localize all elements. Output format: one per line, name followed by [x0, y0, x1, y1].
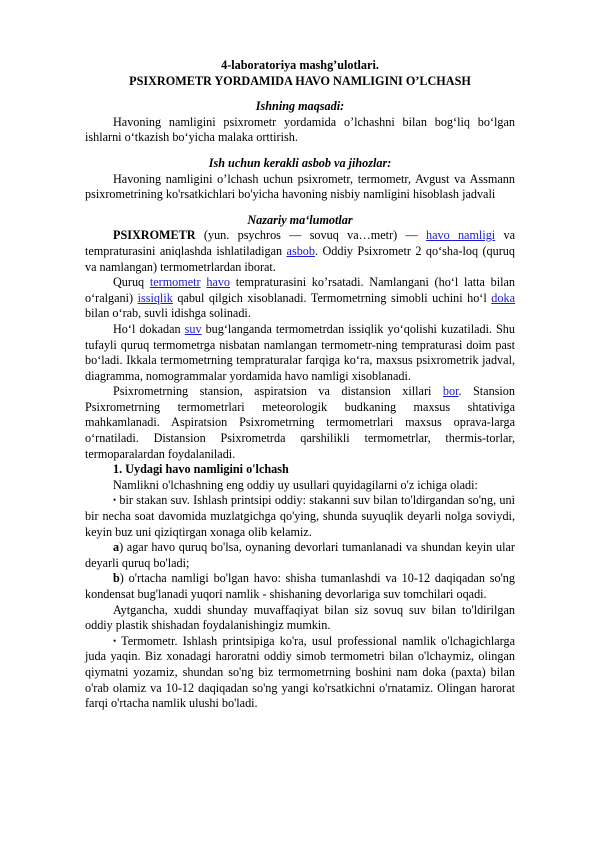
section-1-intro: Namlikni o'lchashning eng oddiy uy usullari quyidagilarni o'z ichiga oladi:	[113, 477, 478, 492]
text-span: Psixrometrning stansion, aspiratsion va distansion xillari	[113, 384, 443, 399]
item-b	[85, 571, 515, 602]
title-line-2: PSIXROMETR YORDAMIDA HAVO NAMLIGINI O’LCHASH	[129, 73, 471, 88]
theory-paragraph-4	[85, 384, 515, 462]
section-1-heading: 1. Uydagi havo namligini o'lchash	[113, 462, 289, 477]
item-a	[85, 540, 515, 571]
bullet-icon: •	[113, 495, 117, 506]
link-suv[interactable]: suv	[184, 321, 202, 336]
item-a-label: a	[113, 540, 120, 555]
text-span: bir stakan suv. Ishlash printsipi oddiy: stakanni suv bilan to'ldirgandan so'ng, uni bir necha soat davomida muzlatgichga qo'ying, shunda suyuqlik deyarli nolga soviydi, keyin buz uni qiziqtirgan xonaga olib kelamiz.	[85, 493, 515, 539]
text-span: bug‘langanda termometrdan issiqlik yo‘qolishi kuzatiladi. Shu tufayli quruq termometrga nisbatan namlangan termometr-ning tempraturasi doim past bo‘ladi. Ikkala termometrning tempraturalar farqiga ko‘ra, maxsus psixrometrik jadval, diagramma, nomogrammalar yordamida havo namligi xisoblanadi.	[85, 321, 515, 383]
link-asbob[interactable]: asbob	[286, 243, 315, 258]
text-span: qabul qilgich xisoblanadi. Termometrning simobli uchini ho‘l	[172, 290, 492, 305]
text-span: ) o'rtacha namligi bo'lgan havo: shisha tumanlashdi va 10-12 daqiqadan so'ng kondensat bug'lanadi yuqori namlik - shishaning devorlariga suv tomchilari oqadi.	[85, 571, 515, 601]
text-span: . Oddiy Psixrometr 2 qo‘sha-loq (quruq va namlangan) termometrlardan iborat.	[85, 243, 515, 274]
goal-text: Havoning namligini psixrometr yordamida o’lchashni bilan bog‘liq bo‘lgan ishlarni o‘tkazish bo‘yicha malaka orttirish.	[85, 114, 515, 145]
text-span: . Stansion Psixrometrning termometrlari meteorologik budkaning maxsus shtativiga mahkamlanadi. Aspiratsion Psixrometrning termometrlari maxsus oprava-larga o‘rnatiladi. Distansion Psixrometrda qarshilikli termometrlar, thermis-torlar, termoparalardan foydalaniladi.	[85, 384, 515, 461]
link-issiqlik[interactable]: issiqlik	[137, 290, 173, 305]
theory-heading: Nazariy ma‘lumotlar	[247, 212, 353, 227]
text-span: tempraturasini ko’rsatadi. Namlangani (ho‘l latta bilan o‘ralgani)	[85, 275, 515, 305]
item-b-label: b	[113, 571, 120, 586]
equipment-heading: Ish uchun kerakli asbob va jihozlar:	[208, 155, 392, 170]
link-doka[interactable]: doka	[491, 290, 515, 305]
theory-paragraph-1	[85, 228, 515, 275]
text-span: va tempraturasini aniqlashda ishlatiladigan	[85, 228, 515, 258]
text-span: Quruq	[113, 275, 150, 290]
text-span: bilan o‘rab, suvli idishga solinadi.	[85, 306, 251, 321]
goal-heading: Ishning maqsadi:	[255, 99, 345, 114]
theory-paragraph-3	[85, 322, 515, 384]
bullet-item-thermometer	[85, 634, 515, 712]
link-havo-namligi[interactable]: havo namligi	[425, 228, 496, 243]
bullet-item-glass	[85, 493, 515, 540]
link-termometr[interactable]: termometr	[149, 275, 201, 290]
term-psixrometr: PSIXROMETR	[113, 228, 196, 243]
text-span: (yun. psychros — sovuq va…metr) —	[195, 228, 426, 243]
link-havo[interactable]: havo	[206, 275, 231, 290]
theory-paragraph-2	[85, 275, 515, 322]
bullet-icon: •	[113, 635, 117, 646]
text-span: Ho‘l dokadan	[113, 321, 185, 336]
text-span: ) agar havo quruq bo'lsa, oynaning devorlari tumanlanadi va shundan keyin ular deyarli quruq bo'ladi;	[85, 540, 515, 570]
text-span: Termometr. Ishlash printsipiga ko'ra, usul professional namlik o'lchagichlarga juda yaqin. Biz xonadagi haroratni oddiy simob termometri bilan o'lchaymiz, olingan qiymatni yozamiz, shundan so'ng biz termometrning boshini nam doka (paxta) bilan o'rab olamiz va 10-12 daqiqadan so'ng yangi ko'rsatkichni o'rnatamiz. Olingan harorat farqi o'rtacha namlik ulushi bo'ladi.	[85, 633, 515, 711]
link-bor[interactable]: bor	[442, 384, 459, 399]
equipment-text: Havoning namligini o’lchash uchun psixrometr, termometr, Avgust va Assmann psixrometrining ko'rsatkichlari bo'yicha havoning nisbiy namligini hisoblash jadvali	[85, 171, 515, 202]
title-line-1: 4-laboratoriya mashg’ulotlari.	[221, 58, 379, 72]
plastic-bottle-paragraph: Aytgancha, xuddi shunday muvaffaqiyat bilan siz sovuq suv bilan to'ldirilgan oddiy plastik shishadan foydalanishingiz mumkin.	[85, 602, 515, 633]
